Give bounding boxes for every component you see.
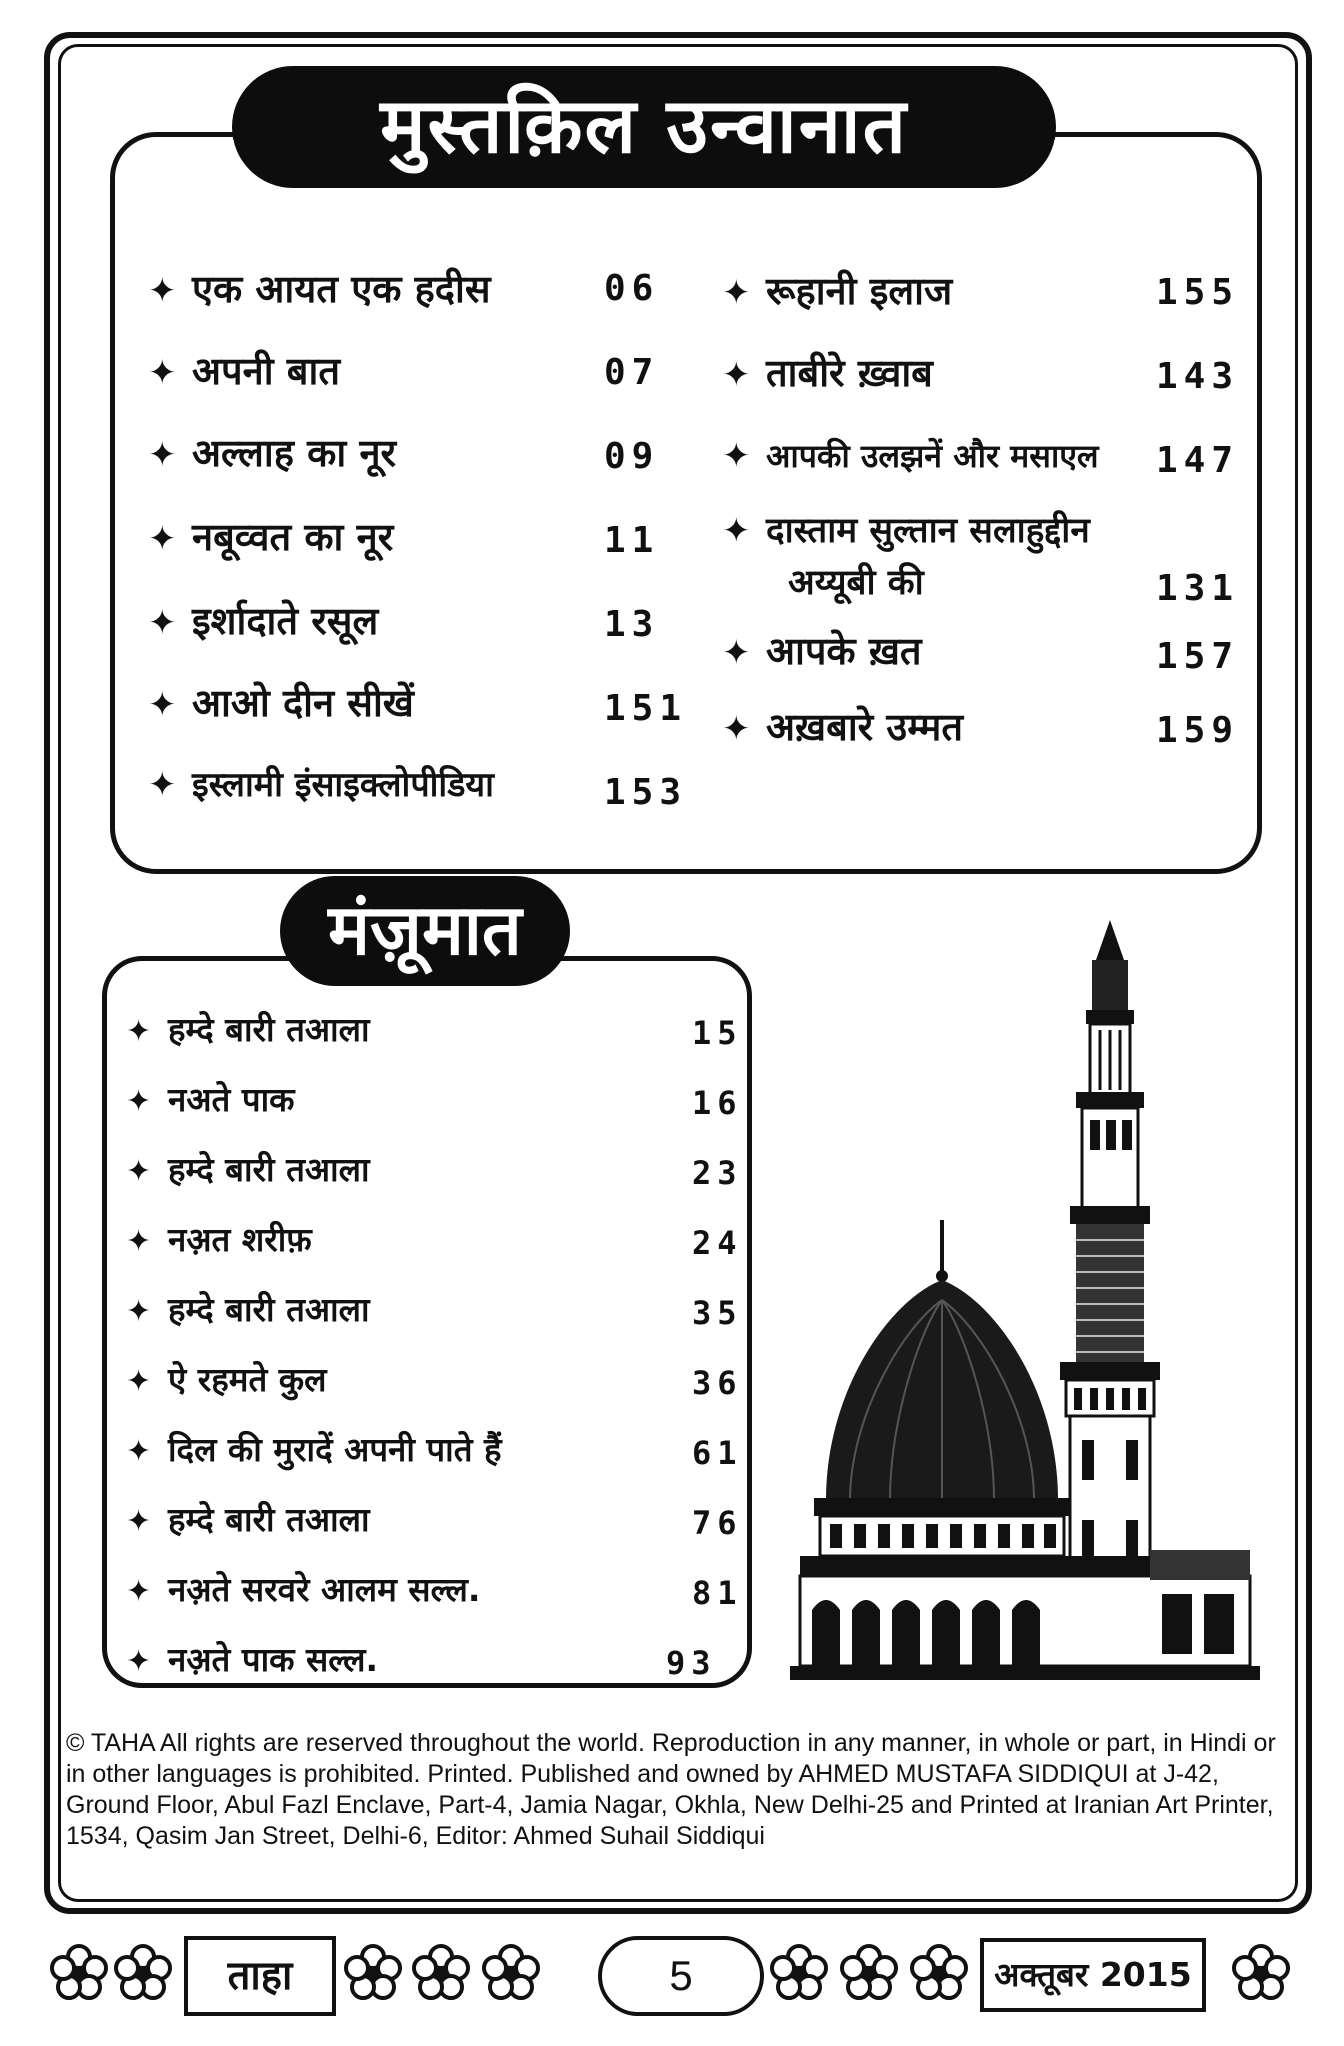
star-bullet-icon: ✦: [722, 355, 751, 395]
star-bullet-icon: ✦: [126, 1224, 152, 1259]
star-bullet-icon: ✦: [148, 353, 177, 393]
toc-item[interactable]: ✦ अपनी बात: [148, 349, 340, 393]
flower-ornament-icon: [114, 1944, 172, 2002]
flower-ornament-icon: [840, 1944, 898, 2002]
poem-item[interactable]: ✦ हम्दे बारी तआला: [126, 1010, 370, 1049]
magazine-name: ताहा: [184, 1936, 336, 2016]
poem-item[interactable]: ✦ दिल की मुरादें अपनी पाते हैं: [126, 1430, 502, 1469]
star-bullet-icon: ✦: [126, 1574, 152, 1609]
toc-item[interactable]: ✦ एक आयत एक हदीस: [148, 267, 491, 311]
poem-page-number: 15: [692, 1014, 743, 1052]
page-number: 5: [598, 1936, 764, 2016]
regular-features-title: मुस्तक़िल उन्वानात: [232, 66, 1056, 188]
toc-item[interactable]: ✦ दास्ताम सुल्तान सलाहुद्दीन: [722, 511, 1090, 551]
star-bullet-icon: ✦: [126, 1434, 152, 1469]
toc-page-number: 07: [604, 352, 660, 393]
poem-item[interactable]: ✦ नअ़त शरीफ़: [126, 1220, 312, 1259]
star-bullet-icon: ✦: [148, 765, 177, 805]
flower-ornament-icon: [50, 1944, 108, 2002]
poem-item[interactable]: ✦ हम्दे बारी तआला: [126, 1290, 370, 1329]
star-bullet-icon: ✦: [148, 519, 177, 559]
toc-page-number: 143: [1156, 356, 1240, 397]
toc-page-number: 159: [1156, 710, 1240, 751]
flower-ornament-icon: [770, 1944, 828, 2002]
poem-item[interactable]: ✦ नअ़ते सरवरे आलम सल्ल.: [126, 1570, 481, 1609]
poem-item[interactable]: ✦ हम्दे बारी तआला: [126, 1500, 370, 1539]
toc-page-number: 09: [604, 436, 660, 477]
star-bullet-icon: ✦: [126, 1084, 152, 1119]
star-bullet-icon: ✦: [722, 273, 751, 313]
flower-ornament-icon: [344, 1944, 402, 2002]
poem-page-number: 81: [692, 1574, 743, 1612]
poem-page-number: 23: [692, 1154, 743, 1192]
toc-item[interactable]: ✦ अल्लाह का नूर: [148, 431, 397, 475]
flower-ornament-icon: [412, 1944, 470, 2002]
poem-page-number: 16: [692, 1084, 743, 1122]
toc-page-number: 151: [604, 688, 688, 729]
star-bullet-icon: ✦: [722, 511, 751, 551]
toc-item[interactable]: ✦ आपके ख़त: [722, 629, 922, 673]
star-bullet-icon: ✦: [722, 436, 751, 476]
toc-item[interactable]: ✦ इस्लामी इंसाइक्लोपीडिया: [148, 765, 494, 805]
poem-page-number: 76: [692, 1504, 743, 1542]
toc-item[interactable]: ✦ रूहानी इलाज: [722, 269, 953, 313]
star-bullet-icon: ✦: [126, 1154, 152, 1189]
toc-item[interactable]: ✦ आपकी उलझनें और मसाएल: [722, 436, 1099, 476]
toc-page-number: 131: [1156, 568, 1240, 609]
star-bullet-icon: ✦: [126, 1644, 152, 1679]
poem-page-number: 61: [692, 1434, 743, 1472]
toc-item-continuation: अय्यूबी की: [788, 563, 924, 603]
poems-title: मंज़ूमात: [280, 876, 570, 986]
star-bullet-icon: ✦: [148, 603, 177, 643]
mosque-illustration: [790, 920, 1260, 1710]
poem-page-number: 24: [692, 1224, 743, 1262]
toc-page-number: 153: [604, 772, 688, 813]
flower-ornament-icon: [482, 1944, 540, 2002]
star-bullet-icon: ✦: [148, 435, 177, 475]
toc-item[interactable]: ✦ नबूव्वत का नूर: [148, 515, 394, 559]
toc-page-number: 147: [1156, 440, 1240, 481]
star-bullet-icon: ✦: [126, 1364, 152, 1399]
toc-page-number: 06: [604, 268, 660, 309]
toc-page-number: 155: [1156, 272, 1240, 313]
star-bullet-icon: ✦: [126, 1504, 152, 1539]
star-bullet-icon: ✦: [126, 1294, 152, 1329]
poem-item[interactable]: ✦ ऐ रहमते कुल: [126, 1360, 327, 1399]
toc-item[interactable]: ✦ अख़बारे उम्मत: [722, 705, 963, 749]
star-bullet-icon: ✦: [722, 633, 751, 673]
toc-page-number: 13: [604, 604, 660, 645]
poem-page-number: 35: [692, 1294, 743, 1332]
star-bullet-icon: ✦: [148, 271, 177, 311]
poem-item[interactable]: ✦ नअते पाक: [126, 1080, 295, 1119]
copyright-notice: © TAHA All rights are reserved throughout the world. Reproduction in any manner, in whole or part, in Hindi or in other languages is prohibited. Printed. Published and owned by AHMED MUSTAFA SIDDIQUI at J-42, Ground Floor, Abul Fazl Enclave, Part-4, Jamia Nagar, Okhla, New Delhi-25 and Printed at Iranian Art Printer, 1534, Qasim Jan Street, Delhi-6, Editor: Ahmed Suhail Siddiqui: [66, 1729, 1276, 1850]
poem-page-number: 36: [692, 1364, 743, 1402]
toc-item[interactable]: ✦ आओ दीन सीखें: [148, 681, 414, 725]
flower-ornament-icon: [1232, 1944, 1290, 2002]
toc-item[interactable]: ✦ इर्शादाते रसूल: [148, 599, 379, 643]
star-bullet-icon: ✦: [148, 685, 177, 725]
issue-date: अक्तूबर 2015: [980, 1938, 1206, 2012]
star-bullet-icon: ✦: [126, 1014, 152, 1049]
toc-page-number: 11: [604, 520, 660, 561]
poem-item[interactable]: ✦ नअ़ते पाक सल्ल.: [126, 1640, 379, 1679]
flower-ornament-icon: [910, 1944, 968, 2002]
poem-page-number: 93: [666, 1644, 717, 1682]
toc-item[interactable]: ✦ ताबीरे ख़्वाब: [722, 351, 933, 395]
poem-item[interactable]: ✦ हम्दे बारी तआला: [126, 1150, 370, 1189]
star-bullet-icon: ✦: [722, 709, 751, 749]
toc-page-number: 157: [1156, 636, 1240, 677]
